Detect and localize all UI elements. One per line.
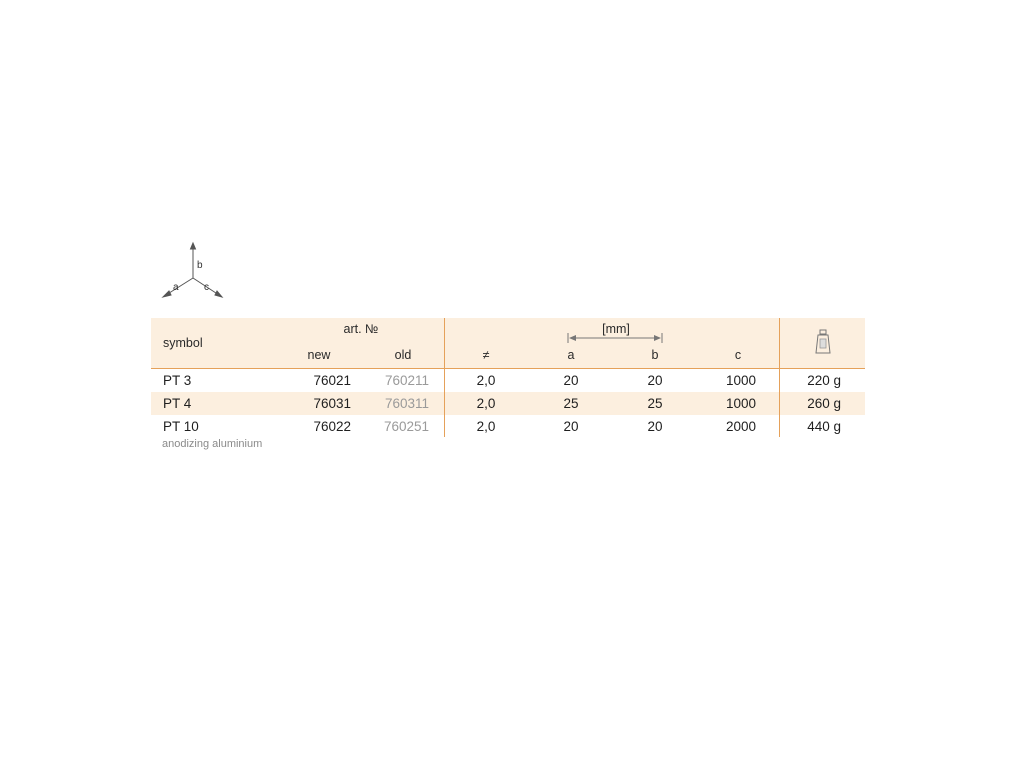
new-art-cell: 76022 bbox=[313, 419, 351, 434]
old-art-cell: 760251 bbox=[383, 419, 429, 434]
c-cell: 1000 bbox=[725, 396, 756, 411]
c-cell: 1000 bbox=[725, 373, 756, 388]
col-art-no-header: art. № bbox=[343, 322, 379, 336]
new-art-cell: 76031 bbox=[313, 396, 351, 411]
col-thickness-header: ≠ bbox=[482, 348, 490, 362]
old-art-cell: 760311 bbox=[384, 396, 429, 411]
thickness-cell: 2,0 bbox=[476, 373, 496, 388]
thickness-cell: 2,0 bbox=[476, 419, 496, 434]
symbol-cell: PT 4 bbox=[163, 396, 192, 411]
column-divider bbox=[779, 318, 780, 437]
column-divider bbox=[444, 318, 445, 437]
a-cell: 25 bbox=[563, 396, 579, 411]
dimension-arrow-icon bbox=[567, 332, 663, 344]
col-c-header: c bbox=[734, 348, 742, 362]
a-cell: 20 bbox=[563, 373, 579, 388]
weight-cell: 220 g bbox=[807, 373, 841, 388]
col-symbol-header: symbol bbox=[163, 336, 203, 350]
table-row bbox=[151, 415, 865, 438]
table-header bbox=[151, 318, 865, 369]
b-cell: 20 bbox=[647, 419, 663, 434]
table-row bbox=[151, 392, 865, 415]
weight-cell: 440 g bbox=[807, 419, 841, 434]
b-cell: 20 bbox=[647, 373, 663, 388]
a-cell: 20 bbox=[563, 419, 579, 434]
new-art-cell: 76021 bbox=[313, 373, 351, 388]
old-art-cell: 760211 bbox=[384, 373, 429, 388]
material-note: anodizing aluminium bbox=[162, 438, 263, 450]
axes-icon bbox=[160, 240, 224, 300]
product-table bbox=[151, 318, 865, 438]
table-row bbox=[151, 369, 865, 392]
weight-cell: 260 g bbox=[807, 396, 841, 411]
axis-b-label: b bbox=[197, 260, 203, 271]
axis-a-label: a bbox=[173, 282, 179, 293]
col-a-header: a bbox=[567, 348, 575, 362]
col-old-header: old bbox=[394, 348, 412, 362]
unit-mm-label: [mm] bbox=[602, 322, 630, 336]
c-cell: 2000 bbox=[725, 419, 756, 434]
thickness-cell: 2,0 bbox=[476, 396, 496, 411]
symbol-cell: PT 3 bbox=[163, 373, 192, 388]
col-b-header: b bbox=[651, 348, 659, 362]
symbol-cell: PT 10 bbox=[163, 419, 199, 434]
b-cell: 25 bbox=[647, 396, 663, 411]
axis-c-label: c bbox=[204, 282, 209, 293]
col-new-header: new bbox=[307, 348, 331, 362]
weight-icon bbox=[815, 328, 831, 358]
